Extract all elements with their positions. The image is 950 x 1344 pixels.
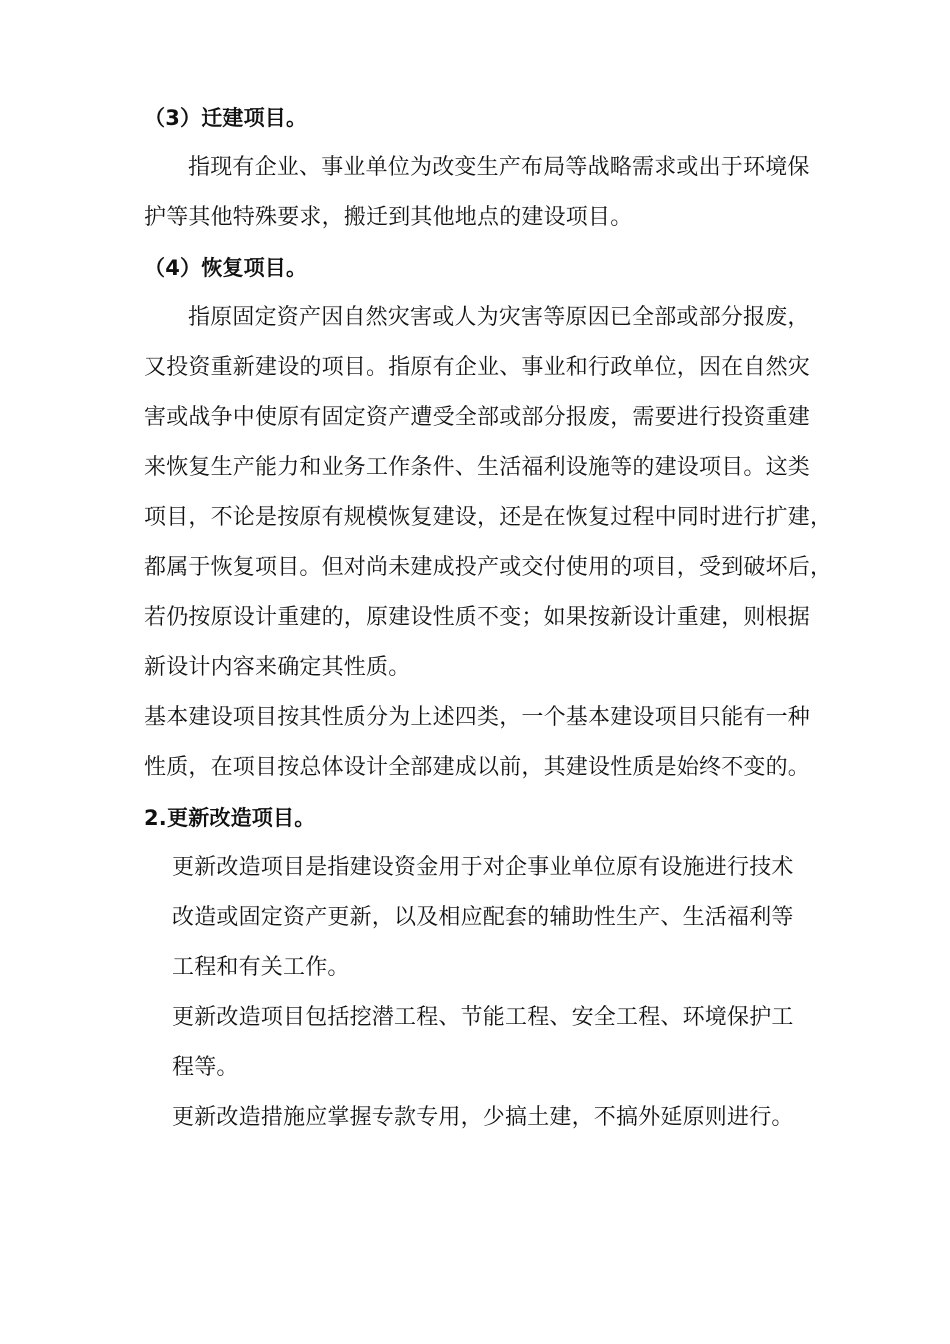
renovation-line-2: 改造或固定资产更新，以及相应配套的辅助性生产、生活福利等 <box>172 905 794 930</box>
section-4-line-1: 指原固定资产因自然灾害或人为灾害等原因已全部或部分报废， <box>188 305 810 330</box>
renovation-heading: 2.更新改造项目。 <box>144 806 316 830</box>
section-3-heading: （3）迁建项目。 <box>144 106 308 130</box>
section-4-line-6: 都属于恢复项目。但对尚未建成投产或交付使用的项目，受到破坏后， <box>144 555 833 580</box>
section-4-line-4: 来恢复生产能力和业务工作条件、生活福利设施等的建设项目。这类 <box>144 455 811 480</box>
section-4-line-8: 新设计内容来确定其性质。 <box>144 655 411 680</box>
renovation-line-5: 程等。 <box>172 1055 239 1080</box>
renovation-line-4: 更新改造项目包括挖潜工程、节能工程、安全工程、环境保护工 <box>172 1005 794 1030</box>
section-3-line-1: 指现有企业、事业单位为改变生产布局等战略需求或出于环境保 <box>188 155 810 180</box>
summary-line-2: 性质，在项目按总体设计全部建成以前，其建设性质是始终不变的。 <box>144 755 811 780</box>
renovation-line-6: 更新改造措施应掌握专款专用，少搞土建，不搞外延原则进行。 <box>172 1105 794 1130</box>
renovation-line-3: 工程和有关工作。 <box>172 955 350 980</box>
renovation-line-1: 更新改造项目是指建设资金用于对企事业单位原有设施进行技术 <box>172 855 794 880</box>
section-4-line-2: 又投资重新建设的项目。指原有企业、事业和行政单位，因在自然灾 <box>144 355 811 380</box>
section-3-line-2: 护等其他特殊要求，搬迁到其他地点的建设项目。 <box>144 205 633 230</box>
summary-line-1: 基本建设项目按其性质分为上述四类，一个基本建设项目只能有一种 <box>144 705 811 730</box>
section-4-heading: （4）恢复项目。 <box>144 256 308 280</box>
section-4-line-7: 若仍按原设计重建的，原建设性质不变；如果按新设计重建，则根据 <box>144 605 811 630</box>
section-4-line-3: 害或战争中使原有固定资产遭受全部或部分报废，需要进行投资重建 <box>144 405 811 430</box>
section-4-line-5: 项目，不论是按原有规模恢复建设，还是在恢复过程中同时进行扩建， <box>144 505 833 530</box>
